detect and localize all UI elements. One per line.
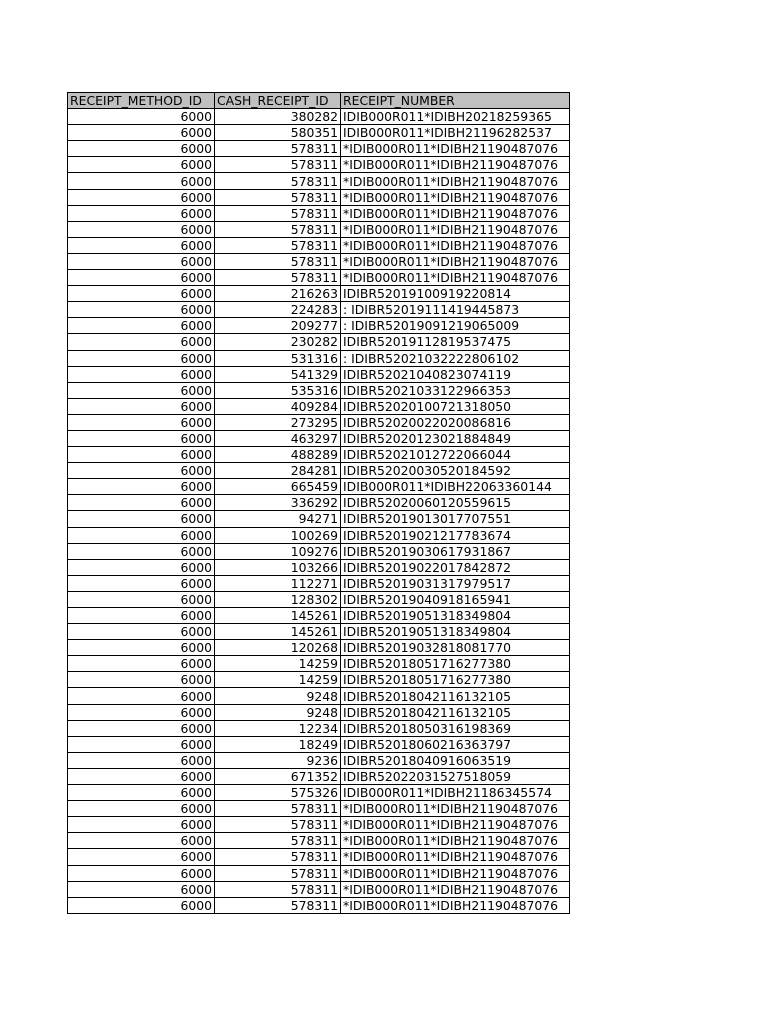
receipt-method-id-cell: 6000 [68,640,215,656]
table-row [68,398,570,414]
receipt-number-cell: IDIBR52019022017842872 [341,559,570,575]
receipt-method-id-cell: 6000 [68,624,215,640]
receipt-number-cell: IDIBR52021033122966353 [341,382,570,398]
receipt-method-id-cell: 6000 [68,302,215,318]
cash-receipt-id-cell: 531316 [215,350,341,366]
receipt-method-id-cell: 6000 [68,672,215,688]
table-row [68,736,570,752]
receipt-method-id-cell: 6000 [68,881,215,897]
cash-receipt-id-cell: 9248 [215,688,341,704]
receipt-method-id-cell: 6000 [68,270,215,286]
receipt-method-id-cell: 6000 [68,736,215,752]
receipt-number-cell: IDIBR52019032818081770 [341,640,570,656]
table-row [68,688,570,704]
receipt-method-id-cell: 6000 [68,849,215,865]
receipt-method-id-cell: 6000 [68,334,215,350]
cash-receipt-id-cell: 580351 [215,125,341,141]
table-row [68,527,570,543]
receipt-number-cell: *IDIB000R011*IDIBH21190487076 [341,801,570,817]
table-row [68,157,570,173]
cash-receipt-id-cell: 578311 [215,865,341,881]
receipt-method-id-cell: 6000 [68,157,215,173]
receipt-number-cell: *IDIB000R011*IDIBH21190487076 [341,237,570,253]
cash-receipt-id-cell: 230282 [215,334,341,350]
cash-receipt-id-cell: 94271 [215,511,341,527]
table-row [68,318,570,334]
cash-receipt-id-cell: 535316 [215,382,341,398]
receipt-method-id-cell: 6000 [68,559,215,575]
table-row [68,173,570,189]
table-row [68,897,570,913]
receipt-number-cell: IDIB000R011*IDIBH22063360144 [341,479,570,495]
table-row [68,253,570,269]
table-row [68,559,570,575]
cash-receipt-id-cell: 273295 [215,414,341,430]
cash-receipt-id-cell: 578311 [215,801,341,817]
receipt-method-id-cell: 6000 [68,511,215,527]
receipt-number-cell: IDIB000R011*IDIBH20218259365 [341,109,570,125]
receipt-number-cell: *IDIB000R011*IDIBH21190487076 [341,221,570,237]
cash-receipt-id-cell: 578311 [215,270,341,286]
receipt-number-cell: *IDIB000R011*IDIBH21190487076 [341,897,570,913]
receipt-number-cell: IDIBR52018042116132105 [341,688,570,704]
receipt-table [67,92,570,914]
receipt-number-cell: IDIBR52018040916063519 [341,752,570,768]
table-row [68,801,570,817]
receipt-number-cell: IDIBR52019051318349804 [341,608,570,624]
table-row [68,881,570,897]
cash-receipt-id-cell: 578311 [215,849,341,865]
cash-receipt-id-cell: 336292 [215,495,341,511]
receipt-number-cell: IDIBR52018042116132105 [341,704,570,720]
cash-receipt-id-cell: 14259 [215,656,341,672]
cash-receipt-id-cell: 9236 [215,752,341,768]
cash-receipt-id-cell: 112271 [215,575,341,591]
table-row [68,286,570,302]
cash-receipt-id-cell: 103266 [215,559,341,575]
cash-receipt-id-cell: 14259 [215,672,341,688]
receipt-method-id-cell: 6000 [68,704,215,720]
table-row [68,366,570,382]
table-row [68,270,570,286]
receipt-method-id-cell: 6000 [68,398,215,414]
receipt-method-id-cell: 6000 [68,495,215,511]
receipt-number-cell: IDIBR52018050316198369 [341,720,570,736]
cash-receipt-id-cell: 578311 [215,173,341,189]
cash-receipt-id-cell: 578311 [215,817,341,833]
receipt-method-id-cell: 6000 [68,447,215,463]
receipt-method-id-cell: 6000 [68,527,215,543]
receipt-method-id-cell: 6000 [68,253,215,269]
cash-receipt-id-cell: 12234 [215,720,341,736]
receipt-number-cell: *IDIB000R011*IDIBH21190487076 [341,157,570,173]
table-row [68,865,570,881]
receipt-method-id-cell: 6000 [68,865,215,881]
receipt-number-cell: IDIBR52019030617931867 [341,543,570,559]
receipt-number-cell: IDIBR52018051716277380 [341,656,570,672]
receipt-number-cell: *IDIB000R011*IDIBH21190487076 [341,205,570,221]
cash-receipt-id-cell: 145261 [215,608,341,624]
receipt-method-id-cell: 6000 [68,189,215,205]
table-row [68,704,570,720]
receipt-number-cell: *IDIB000R011*IDIBH21190487076 [341,270,570,286]
receipt-method-id-cell: 6000 [68,318,215,334]
receipt-method-id-cell: 6000 [68,897,215,913]
table-row [68,350,570,366]
receipt-number-cell: IDIBR52018051716277380 [341,672,570,688]
receipt-number-cell: IDIBR52020030520184592 [341,463,570,479]
receipt-number-cell: : IDIBR52019091219065009 [341,318,570,334]
table-row [68,447,570,463]
table-row [68,640,570,656]
receipt-method-id-cell: 6000 [68,543,215,559]
cash-receipt-id-cell: 409284 [215,398,341,414]
receipt-method-id-cell: 6000 [68,382,215,398]
receipt-method-id-cell: 6000 [68,817,215,833]
cash-receipt-id-cell: 224283 [215,302,341,318]
receipt-method-id-cell: 6000 [68,801,215,817]
receipt-method-id-cell: 6000 [68,479,215,495]
table-row [68,575,570,591]
table-row [68,141,570,157]
receipt-number-cell: IDIB000R011*IDIBH21196282537 [341,125,570,141]
table-row [68,189,570,205]
table-body [68,109,570,914]
receipt-number-cell: : IDIBR52021032222806102 [341,350,570,366]
receipt-number-cell: *IDIB000R011*IDIBH21190487076 [341,173,570,189]
cash-receipt-id-cell: 284281 [215,463,341,479]
table-row [68,849,570,865]
table-row [68,672,570,688]
table-row [68,125,570,141]
receipt-method-id-cell: 6000 [68,366,215,382]
receipt-number-cell: IDIBR52021040823074119 [341,366,570,382]
receipt-number-cell: *IDIB000R011*IDIBH21190487076 [341,253,570,269]
table-row [68,591,570,607]
receipt-method-id-cell: 6000 [68,221,215,237]
receipt-number-cell: IDIBR52019040918165941 [341,591,570,607]
cash-receipt-id-cell: 488289 [215,447,341,463]
receipt-number-cell: IDIBR52022031527518059 [341,768,570,784]
receipt-number-cell: IDIBR52019112819537475 [341,334,570,350]
receipt-number-cell: IDIBR52020022020086816 [341,414,570,430]
receipt-method-id-cell: 6000 [68,656,215,672]
receipt-number-cell: IDIBR52018060216363797 [341,736,570,752]
cash-receipt-id-cell: 380282 [215,109,341,125]
receipt-number-cell: *IDIB000R011*IDIBH21190487076 [341,189,570,205]
receipt-method-id-cell: 6000 [68,463,215,479]
cash-receipt-id-cell: 578311 [215,897,341,913]
receipt-number-cell: IDIB000R011*IDIBH21186345574 [341,785,570,801]
cash-receipt-id-cell: 209277 [215,318,341,334]
receipt-number-cell: IDIBR52019051318349804 [341,624,570,640]
receipt-method-id-cell: 6000 [68,350,215,366]
table-row [68,768,570,784]
cash-receipt-id-cell: 541329 [215,366,341,382]
header-row [68,93,570,109]
table-row [68,382,570,398]
table-row [68,543,570,559]
receipt-number-cell: : IDIBR52019111419445873 [341,302,570,318]
table-row [68,302,570,318]
cash-receipt-id-cell: 578311 [215,157,341,173]
cash-receipt-id-cell: 578311 [215,141,341,157]
receipt-method-id-cell: 6000 [68,833,215,849]
receipt-number-cell: *IDIB000R011*IDIBH21190487076 [341,881,570,897]
receipt-number-cell: *IDIB000R011*IDIBH21190487076 [341,849,570,865]
receipt-number-cell: *IDIB000R011*IDIBH21190487076 [341,141,570,157]
column-header-cash-receipt-id: CASH_RECEIPT_ID [215,93,341,109]
table-row [68,463,570,479]
receipt-number-cell: IDIBR52019021217783674 [341,527,570,543]
table-row [68,785,570,801]
receipt-method-id-cell: 6000 [68,768,215,784]
receipt-number-cell: IDIBR52020060120559615 [341,495,570,511]
receipt-method-id-cell: 6000 [68,608,215,624]
table-row [68,109,570,125]
table-row [68,205,570,221]
table-row [68,817,570,833]
receipt-method-id-cell: 6000 [68,575,215,591]
receipt-method-id-cell: 6000 [68,141,215,157]
receipt-number-cell: IDIBR52019100919220814 [341,286,570,302]
cash-receipt-id-cell: 18249 [215,736,341,752]
cash-receipt-id-cell: 109276 [215,543,341,559]
cash-receipt-id-cell: 578311 [215,221,341,237]
cash-receipt-id-cell: 578311 [215,833,341,849]
receipt-number-cell: IDIBR52020123021884849 [341,430,570,446]
receipt-number-cell: *IDIB000R011*IDIBH21190487076 [341,833,570,849]
cash-receipt-id-cell: 145261 [215,624,341,640]
column-header-receipt-method-id: RECEIPT_METHOD_ID [68,93,215,109]
receipt-method-id-cell: 6000 [68,591,215,607]
receipt-method-id-cell: 6000 [68,109,215,125]
cash-receipt-id-cell: 120268 [215,640,341,656]
cash-receipt-id-cell: 9248 [215,704,341,720]
receipt-method-id-cell: 6000 [68,237,215,253]
receipt-method-id-cell: 6000 [68,414,215,430]
cash-receipt-id-cell: 665459 [215,479,341,495]
table-row [68,430,570,446]
receipt-number-cell: IDIBR52021012722066044 [341,447,570,463]
receipt-method-id-cell: 6000 [68,286,215,302]
cash-receipt-id-cell: 578311 [215,237,341,253]
table-row [68,608,570,624]
receipt-number-cell: *IDIB000R011*IDIBH21190487076 [341,817,570,833]
table-row [68,221,570,237]
table-row [68,414,570,430]
cash-receipt-id-cell: 578311 [215,205,341,221]
column-header-receipt-number: RECEIPT_NUMBER [341,93,570,109]
cash-receipt-id-cell: 578311 [215,189,341,205]
table-row [68,479,570,495]
table-row [68,511,570,527]
table-row [68,752,570,768]
table-row [68,720,570,736]
receipt-method-id-cell: 6000 [68,125,215,141]
receipt-number-cell: IDIBR52019031317979517 [341,575,570,591]
receipt-method-id-cell: 6000 [68,785,215,801]
receipt-number-cell: IDIBR52020100721318050 [341,398,570,414]
cash-receipt-id-cell: 216263 [215,286,341,302]
receipt-method-id-cell: 6000 [68,205,215,221]
table-row [68,624,570,640]
table-row [68,833,570,849]
receipt-method-id-cell: 6000 [68,720,215,736]
table-row [68,656,570,672]
table-row [68,237,570,253]
receipt-method-id-cell: 6000 [68,752,215,768]
cash-receipt-id-cell: 671352 [215,768,341,784]
receipt-number-cell: IDIBR52019013017707551 [341,511,570,527]
cash-receipt-id-cell: 575326 [215,785,341,801]
table-row [68,334,570,350]
cash-receipt-id-cell: 463297 [215,430,341,446]
receipt-method-id-cell: 6000 [68,173,215,189]
cash-receipt-id-cell: 578311 [215,881,341,897]
receipt-number-cell: *IDIB000R011*IDIBH21190487076 [341,865,570,881]
cash-receipt-id-cell: 128302 [215,591,341,607]
cash-receipt-id-cell: 578311 [215,253,341,269]
receipt-method-id-cell: 6000 [68,430,215,446]
cash-receipt-id-cell: 100269 [215,527,341,543]
receipt-method-id-cell: 6000 [68,688,215,704]
table-row [68,495,570,511]
